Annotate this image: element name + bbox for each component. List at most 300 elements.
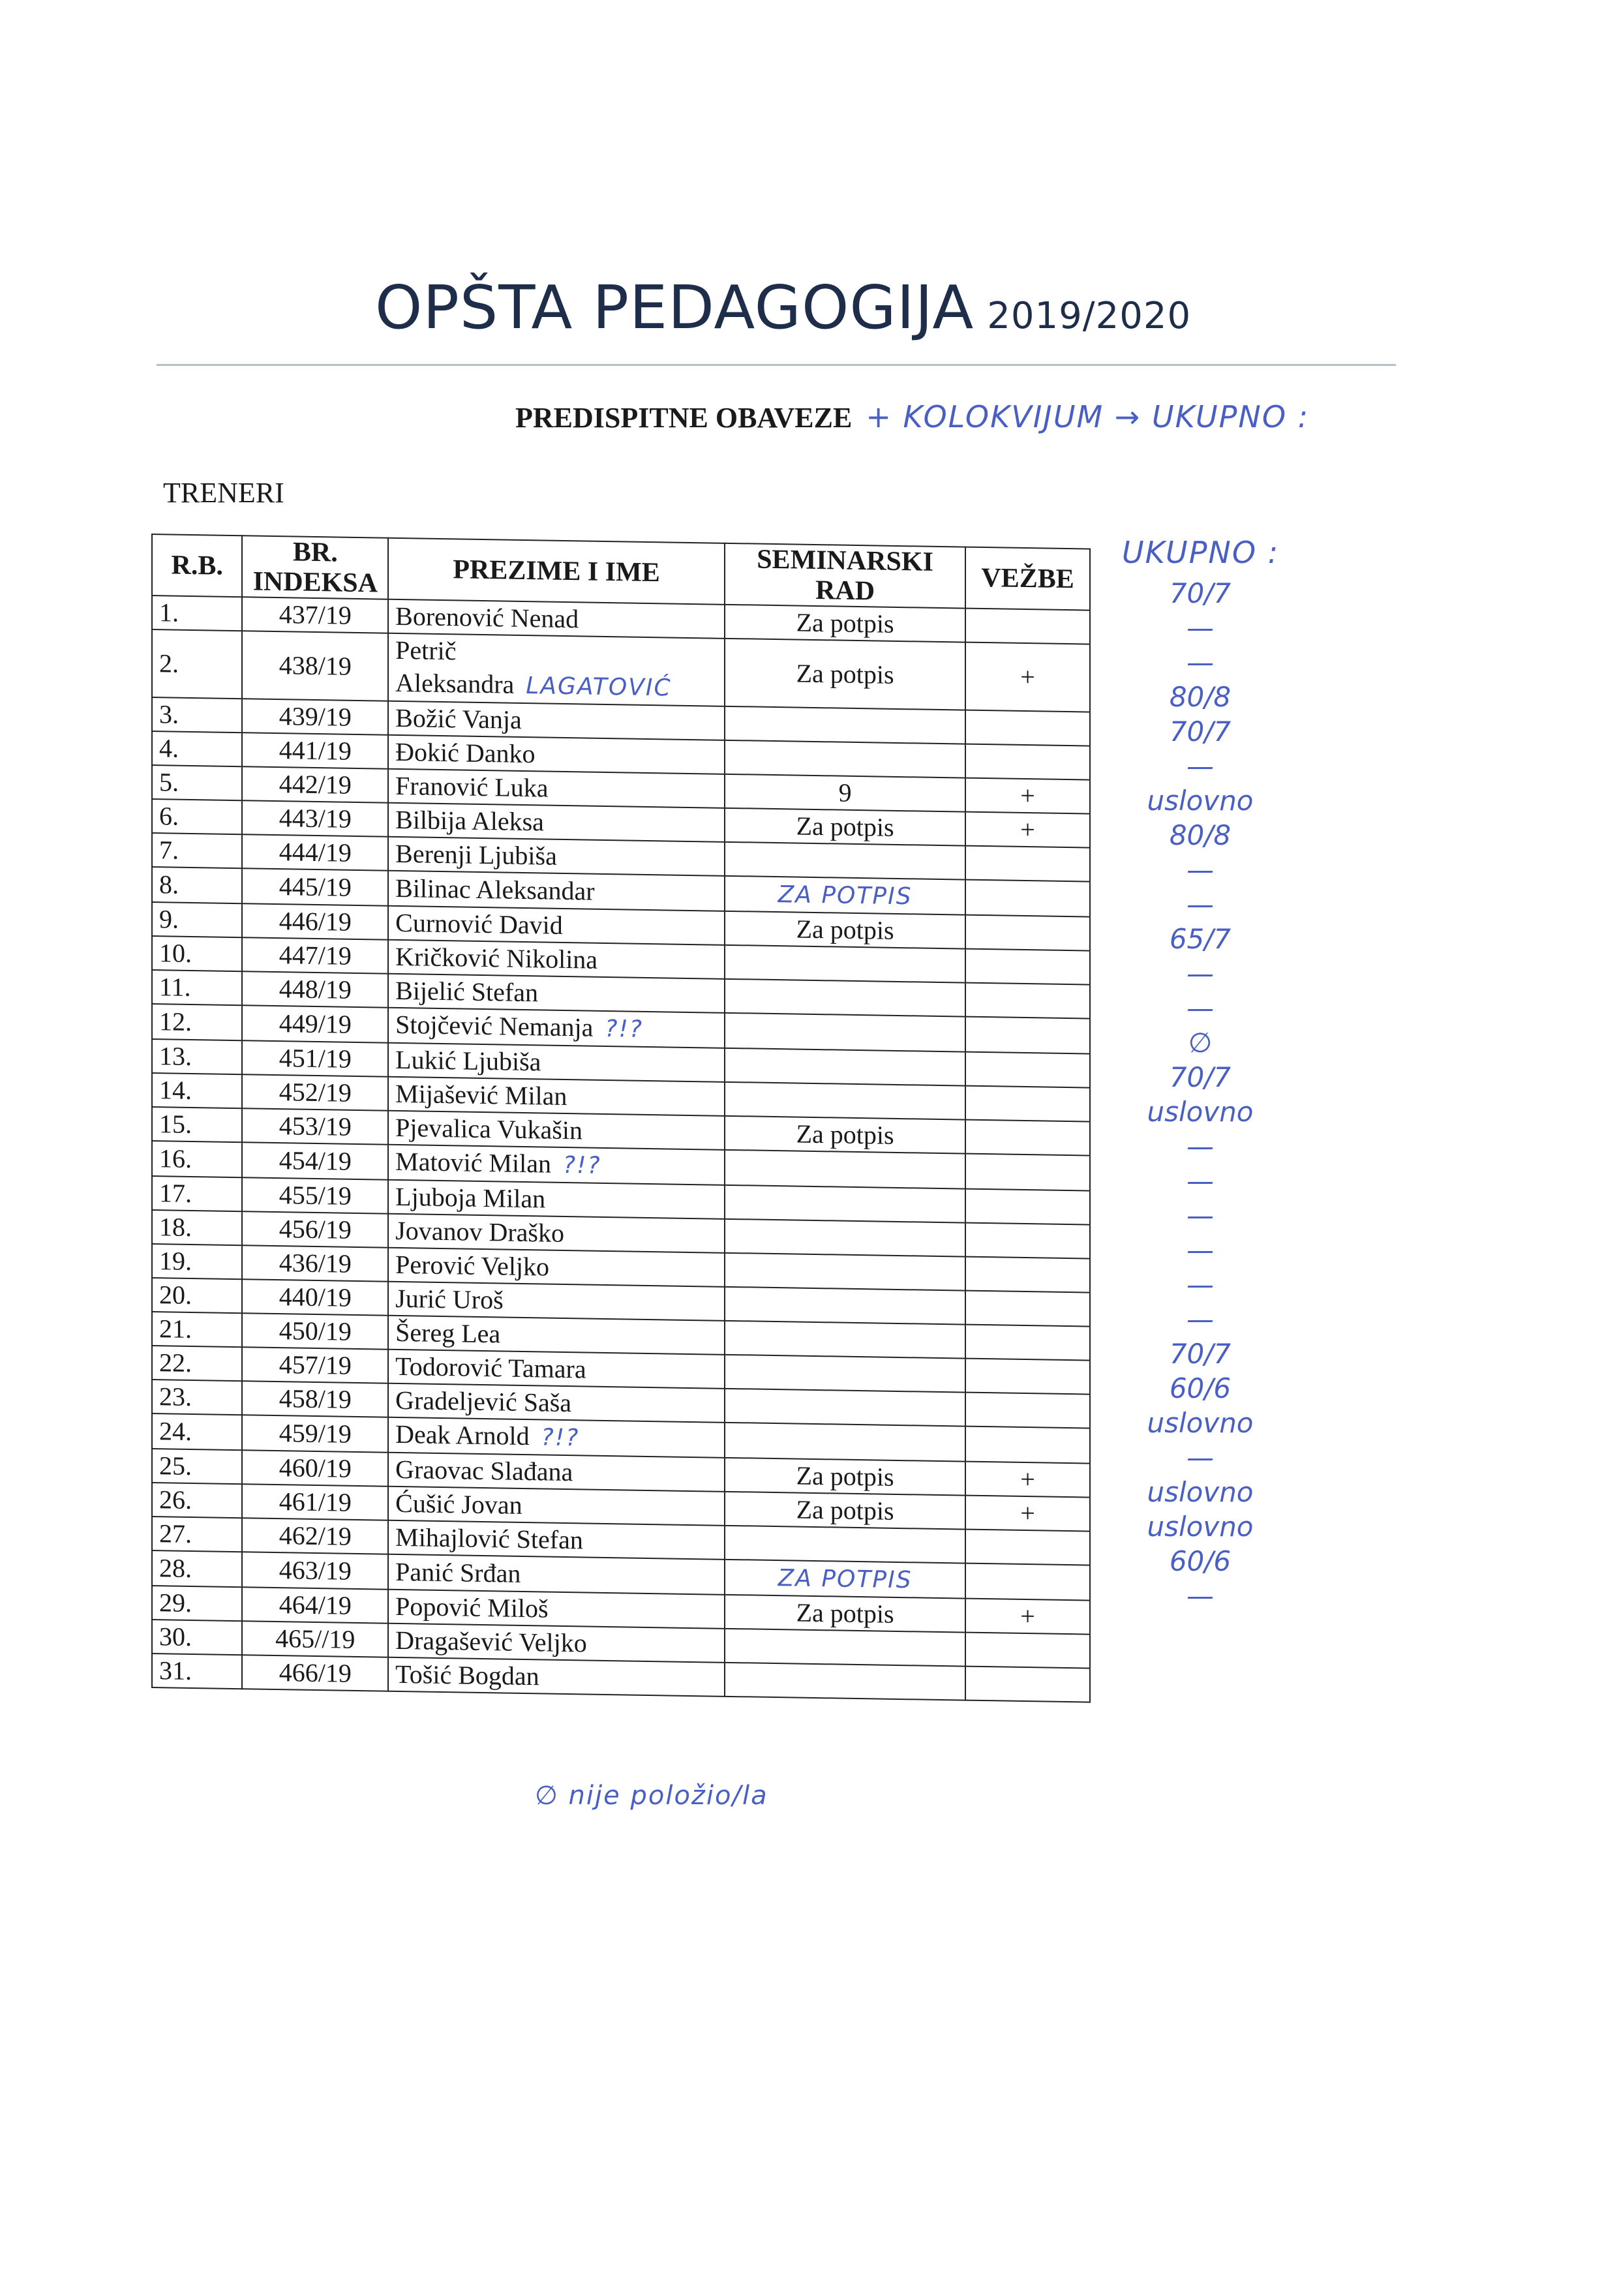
handwritten-note: ?!? <box>605 1015 644 1043</box>
index-number-text: 441/19 <box>279 735 352 766</box>
index-number-text: 464/19 <box>279 1590 352 1620</box>
index-number <box>242 766 388 803</box>
seminar-status-text: Za potpis <box>796 1597 894 1629</box>
row-number-text: 10. <box>159 938 192 968</box>
total-cell <box>1109 1337 1292 1371</box>
seminar-status <box>725 1185 965 1223</box>
seminar-status-text: Za potpis <box>796 1119 894 1150</box>
total-cell <box>1109 783 1292 818</box>
subtitle-text: PREDISPITNE OBAVEZE <box>515 402 853 434</box>
seminar-status-text: ZA POTPIS <box>778 881 913 911</box>
total-value: 60/6 <box>1169 1372 1232 1404</box>
seminar-status <box>725 842 965 880</box>
exercises-status <box>965 1052 1090 1088</box>
index-number-text: 460/19 <box>279 1453 352 1483</box>
exercises-status <box>965 1359 1090 1395</box>
index-number-text: 455/19 <box>279 1180 352 1211</box>
row-number-text: 17. <box>159 1178 192 1208</box>
student-name <box>388 1657 725 1697</box>
exercises-status <box>965 1462 1090 1498</box>
total-value: 65/7 <box>1169 923 1232 955</box>
total-value: — <box>1186 1269 1214 1301</box>
total-value: — <box>1186 1165 1214 1197</box>
exercises-status <box>965 710 1090 746</box>
student-name <box>388 1282 725 1321</box>
row-number-text: 14. <box>159 1075 192 1105</box>
total-value: — <box>1186 888 1214 920</box>
index-number-text: 440/19 <box>279 1282 352 1312</box>
index-number-text: 443/19 <box>279 803 352 834</box>
total-cell <box>1109 576 1292 611</box>
student-name-text: Curnović David <box>395 907 563 940</box>
exercises-status <box>965 1530 1090 1565</box>
seminar-status <box>725 1389 965 1427</box>
total-cell <box>1109 1440 1292 1475</box>
total-cell <box>1109 956 1292 991</box>
handwritten-note: LAGATOVIĆ <box>526 672 672 702</box>
index-number-text: 454/19 <box>279 1145 352 1176</box>
student-name-text: Tošić Bogdan <box>395 1659 539 1691</box>
student-name <box>388 1383 725 1423</box>
row-number <box>152 970 242 1005</box>
seminar-status <box>725 1595 965 1633</box>
row-number <box>152 1073 242 1108</box>
exercises-status <box>965 1393 1090 1428</box>
total-cell <box>1109 1233 1292 1267</box>
seminar-status <box>725 1048 965 1086</box>
seminar-status <box>725 740 965 778</box>
row-number <box>152 867 242 903</box>
student-name <box>388 940 725 979</box>
total-cell <box>1109 1129 1292 1164</box>
row-number <box>152 1586 242 1621</box>
seminar-status-text: Za potpis <box>796 1460 894 1492</box>
index-number-text: 449/19 <box>279 1008 352 1039</box>
row-number-text: 5. <box>159 767 179 797</box>
seminar-status <box>725 1082 965 1120</box>
seminar-status <box>725 1253 965 1291</box>
total-cell <box>1109 1578 1292 1613</box>
total-cell <box>1109 1509 1292 1544</box>
row-number <box>152 1654 242 1689</box>
index-number-text: 462/19 <box>279 1520 352 1551</box>
index-number-text: 442/19 <box>279 769 352 800</box>
student-name <box>388 1043 725 1082</box>
total-value: 70/7 <box>1169 1338 1232 1370</box>
total-value: — <box>1186 646 1214 678</box>
row-number <box>152 1483 242 1518</box>
row-number <box>152 1039 242 1074</box>
student-name <box>388 1248 725 1287</box>
student-name-text: Stojčević Nemanja <box>395 1009 594 1042</box>
exercises-status-text: + <box>1020 1601 1035 1631</box>
student-name-text: Bilbija Aleksa <box>395 804 544 837</box>
index-number-text: 452/19 <box>279 1077 352 1108</box>
index-number-text: 456/19 <box>279 1214 352 1245</box>
row-number <box>152 1176 242 1211</box>
row-number-text: 6. <box>159 801 179 831</box>
row-number <box>152 799 242 834</box>
index-number <box>242 1484 388 1520</box>
row-number-text: 20. <box>159 1280 192 1310</box>
index-number <box>242 1313 388 1350</box>
total-cell <box>1109 853 1292 887</box>
seminar-status <box>725 1219 965 1257</box>
row-number <box>152 1550 242 1587</box>
row-number-text: 22. <box>159 1348 192 1378</box>
total-value: — <box>1186 854 1214 886</box>
row-number-text: 24. <box>159 1416 192 1446</box>
total-value: — <box>1186 1580 1214 1612</box>
student-name-text: Mijašević Milan <box>395 1078 567 1111</box>
row-number-text: 31. <box>159 1655 192 1685</box>
seminar-status <box>725 1116 965 1154</box>
row-number-text: 1. <box>159 597 179 627</box>
row-number-text: 29. <box>159 1588 192 1618</box>
handwritten-subtitle: + KOLOKVIJUM → UKUPNO : <box>866 399 1310 434</box>
seminar-status <box>725 1423 965 1462</box>
total-value: 70/7 <box>1169 1061 1232 1093</box>
exercises-status <box>965 1667 1090 1702</box>
exercises-status <box>965 1563 1090 1601</box>
seminar-status <box>725 1526 965 1563</box>
student-name <box>388 1145 725 1185</box>
index-number-text: 447/19 <box>279 940 352 971</box>
total-cell <box>1109 1095 1292 1129</box>
total-cell <box>1109 1544 1292 1578</box>
student-name <box>388 906 725 945</box>
total-cell <box>1109 1475 1292 1509</box>
seminar-status <box>725 1321 965 1359</box>
col-seminar: SEMINARSKI RAD <box>725 543 965 609</box>
index-number <box>242 597 388 633</box>
exercises-status <box>965 1017 1090 1054</box>
row-number <box>152 1620 242 1655</box>
total-cell <box>1109 887 1292 922</box>
col-exercises: VEŽBE <box>965 547 1090 611</box>
student-name <box>388 1008 725 1048</box>
row-number-text: 30. <box>159 1622 192 1652</box>
index-number-text: 437/19 <box>279 599 352 630</box>
title-divider <box>157 364 1396 366</box>
total-cell <box>1109 1198 1292 1233</box>
total-cell <box>1109 1164 1292 1198</box>
row-number-text: 8. <box>159 869 179 899</box>
student-name <box>388 1417 725 1458</box>
total-cell <box>1109 680 1292 714</box>
total-value: — <box>1186 1200 1214 1231</box>
seminar-status <box>725 1355 965 1393</box>
student-name <box>388 769 725 808</box>
index-number <box>242 971 388 1008</box>
student-name <box>388 599 725 639</box>
total-cell <box>1109 991 1292 1025</box>
index-number <box>242 1142 388 1180</box>
student-name-text: Ljuboja Milan <box>395 1181 546 1214</box>
student-name <box>388 1554 725 1595</box>
seminar-status <box>725 911 965 949</box>
exercises-status <box>965 1223 1090 1259</box>
index-number <box>242 868 388 906</box>
exercises-status <box>965 1496 1090 1532</box>
seminar-status <box>725 1560 965 1599</box>
total-value: — <box>1186 1303 1214 1335</box>
student-name <box>388 735 725 774</box>
student-name <box>388 871 725 911</box>
total-value: — <box>1186 750 1214 782</box>
seminar-status <box>725 774 965 812</box>
total-cell <box>1109 1025 1292 1060</box>
subtitle <box>515 399 1309 434</box>
exercises-status-text: + <box>1020 814 1035 845</box>
total-value: uslovno <box>1147 1511 1254 1543</box>
exercises-status <box>965 915 1090 951</box>
exercises-status <box>965 1189 1090 1225</box>
index-number <box>242 1587 388 1624</box>
total-cell <box>1109 645 1292 680</box>
index-number-text: 446/19 <box>279 906 352 937</box>
seminar-status-text: Za potpis <box>796 914 894 945</box>
exercises-status <box>965 1086 1090 1122</box>
index-number <box>242 1108 388 1145</box>
index-number <box>242 1074 388 1111</box>
seminar-status <box>725 639 965 710</box>
row-number-text: 3. <box>159 699 179 729</box>
total-value: — <box>1186 1130 1214 1162</box>
exercises-status <box>965 609 1090 644</box>
row-number <box>152 1517 242 1552</box>
row-number-text: 2. <box>159 648 179 678</box>
index-number <box>242 1655 388 1691</box>
total-value: 70/7 <box>1169 577 1232 609</box>
student-name <box>388 1350 725 1389</box>
exercises-status <box>965 1325 1090 1361</box>
row-number-text: 27. <box>159 1518 192 1548</box>
total-cell <box>1109 1302 1292 1337</box>
student-name-text: Lukić Ljubiša <box>395 1044 541 1077</box>
exercises-status <box>965 846 1090 882</box>
student-name-text: Mihajlović Stefan <box>395 1522 583 1555</box>
index-number <box>242 1450 388 1487</box>
col-name: PREZIME I IME <box>388 538 725 605</box>
index-number-text: 459/19 <box>279 1418 352 1449</box>
total-value: uslovno <box>1147 785 1254 817</box>
total-value: ∅ <box>1188 1027 1213 1059</box>
total-value: 80/8 <box>1169 819 1232 851</box>
index-number <box>242 733 388 769</box>
exercises-status-text: + <box>1020 1498 1035 1528</box>
row-number <box>152 1141 242 1177</box>
seminar-status <box>725 1013 965 1052</box>
student-name <box>388 1453 725 1492</box>
index-number-text: 439/19 <box>279 701 352 732</box>
index-number-text: 448/19 <box>279 974 352 1004</box>
page-title <box>375 273 1191 342</box>
total-value: 80/8 <box>1169 681 1232 713</box>
index-number <box>242 1245 388 1282</box>
student-name-text: Gradeljević Saša <box>395 1385 572 1418</box>
exercises-status <box>965 1291 1090 1327</box>
row-number <box>152 731 242 766</box>
col-index: BR. INDEKSA <box>242 536 388 599</box>
academic-year: 2019/2020 <box>987 295 1192 337</box>
index-number-text: 445/19 <box>279 871 352 902</box>
row-number <box>152 902 242 937</box>
total-value: uslovno <box>1147 1476 1254 1508</box>
index-number-text: 453/19 <box>279 1111 352 1141</box>
student-name <box>388 1316 725 1355</box>
student-name-text: Todorović Tamara <box>395 1351 586 1384</box>
row-number-text: 9. <box>159 904 179 934</box>
index-number <box>242 1347 388 1383</box>
index-number <box>242 1005 388 1043</box>
exercises-status <box>965 880 1090 917</box>
index-number <box>242 1381 388 1417</box>
total-value: 70/7 <box>1169 716 1232 748</box>
exercises-status <box>965 1599 1090 1635</box>
total-value: — <box>1186 612 1214 644</box>
row-number-text: 25. <box>159 1451 192 1481</box>
row-number-text: 11. <box>159 972 191 1002</box>
seminar-status-text: Za potpis <box>796 811 894 842</box>
seminar-status-text: Za potpis <box>796 607 894 639</box>
index-number <box>242 1415 388 1453</box>
exercises-status <box>965 1154 1090 1191</box>
index-number-text: 451/19 <box>279 1043 352 1074</box>
index-number <box>242 1518 388 1554</box>
student-name <box>388 1590 725 1629</box>
index-number <box>242 937 388 974</box>
row-number <box>152 936 242 971</box>
total-cell <box>1109 611 1292 645</box>
index-number <box>242 903 388 940</box>
total-cell <box>1109 749 1292 783</box>
student-name <box>388 1487 725 1526</box>
exercises-status <box>965 744 1090 780</box>
index-number-text: 436/19 <box>279 1248 352 1278</box>
row-number-text: 19. <box>159 1246 192 1276</box>
total-cell <box>1109 1060 1292 1095</box>
total-value: — <box>1186 1234 1214 1266</box>
student-name-text: Šereg Lea <box>395 1317 501 1349</box>
row-number <box>152 1107 242 1142</box>
row-number <box>152 697 242 733</box>
seminar-status <box>725 808 965 846</box>
total-column-label: UKUPNO : <box>1122 535 1280 570</box>
group-label: TRENERI <box>163 477 284 509</box>
course-title: OPŠTA PEDAGOGIJA <box>375 273 975 342</box>
index-number <box>242 1211 388 1248</box>
student-name-text: Jovanov Draško <box>395 1215 564 1248</box>
student-name-text: Božić Vanja <box>395 702 522 734</box>
exercises-status <box>965 1120 1090 1156</box>
student-name-text: Deak Arnold <box>395 1419 530 1451</box>
seminar-status-text: ZA POTPIS <box>778 1565 913 1594</box>
index-number <box>242 1621 388 1657</box>
row-number-text: 15. <box>159 1109 192 1139</box>
exercises-status <box>965 1427 1090 1464</box>
row-number-text: 23. <box>159 1382 192 1412</box>
row-number <box>152 1449 242 1484</box>
student-name-text: Berenji Ljubiša <box>395 838 557 871</box>
handwritten-note: ?!? <box>563 1151 601 1179</box>
row-number-text: 26. <box>159 1485 192 1515</box>
student-name <box>388 1111 725 1150</box>
row-number-text: 21. <box>159 1314 192 1344</box>
student-name-text: Ćušić Jovan <box>395 1488 522 1520</box>
row-number <box>152 1244 242 1279</box>
row-number-text: 4. <box>159 733 179 763</box>
exercises-status <box>965 642 1090 712</box>
index-number <box>242 1177 388 1214</box>
student-name <box>388 1520 725 1560</box>
row-number-text: 18. <box>159 1212 192 1242</box>
student-name <box>388 974 725 1013</box>
exercises-status <box>965 812 1090 848</box>
student-name-text: Petrič Aleksandra <box>395 635 515 699</box>
student-name <box>388 1214 725 1253</box>
row-number-text: 12. <box>159 1006 192 1036</box>
seminar-status <box>725 1663 965 1700</box>
col-rb: R.B. <box>152 534 242 597</box>
exercises-status <box>965 778 1090 814</box>
index-number <box>242 1279 388 1316</box>
index-number <box>242 699 388 735</box>
row-number <box>152 629 242 699</box>
total-cell <box>1109 1371 1292 1406</box>
row-number <box>152 596 242 631</box>
student-name <box>388 701 725 740</box>
seminar-status <box>725 1287 965 1325</box>
total-value: — <box>1186 992 1214 1024</box>
student-name-text: Dragašević Veljko <box>395 1625 587 1658</box>
seminar-status <box>725 876 965 915</box>
student-name <box>388 633 725 706</box>
index-number-text: 465//19 <box>275 1623 355 1654</box>
seminar-status <box>725 1492 965 1530</box>
student-name-text: Jurić Uroš <box>395 1283 504 1315</box>
row-number <box>152 1278 242 1313</box>
row-number <box>152 1413 242 1450</box>
row-number <box>152 1380 242 1415</box>
index-number <box>242 631 388 701</box>
index-number <box>242 834 388 871</box>
student-name-text: Panić Srđan <box>395 1556 521 1588</box>
row-number <box>152 1004 242 1040</box>
index-number <box>242 800 388 837</box>
row-number <box>152 765 242 800</box>
total-value: 60/6 <box>1169 1545 1232 1577</box>
total-value: uslovno <box>1147 1407 1254 1439</box>
total-cell <box>1109 1406 1292 1440</box>
student-name-text: Bilinac Aleksandar <box>395 873 595 906</box>
student-table <box>151 534 1091 1703</box>
row-number <box>152 1346 242 1381</box>
seminar-status-text: Za potpis <box>796 658 894 689</box>
row-number-text: 16. <box>159 1143 192 1173</box>
seminar-status <box>725 1150 965 1189</box>
row-number-text: 13. <box>159 1041 192 1071</box>
student-name-text: Kričković Nikolina <box>395 941 598 974</box>
total-value: uslovno <box>1147 1096 1254 1128</box>
exercises-status <box>965 983 1090 1019</box>
total-cell <box>1109 922 1292 956</box>
row-number <box>152 1312 242 1347</box>
row-number-text: 28. <box>159 1553 192 1583</box>
student-name-text: Borenović Nenad <box>395 601 579 634</box>
student-name <box>388 837 725 876</box>
index-number-text: 466/19 <box>279 1657 352 1688</box>
